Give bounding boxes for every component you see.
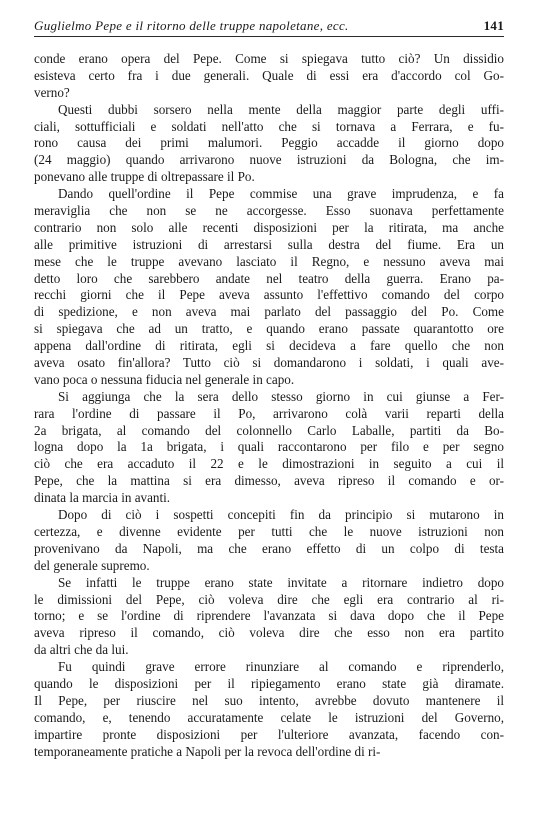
- paragraph: [34, 575, 504, 659]
- paragraph: [34, 389, 504, 507]
- text-line: esisteva certo fra i due generali. Quale di essi era d'accordo col Go-: [34, 67, 504, 83]
- text-line: aveva osato fin'allora? Tutto ciò si domandarono i soldati, i quali ave-: [34, 355, 504, 371]
- text-line: temporaneamente pratiche a Napoli per la revoca dell'ordine di ri-: [34, 743, 381, 759]
- text-line: quando le disposizioni per il ripiegamento erano state già diramate.: [34, 675, 504, 691]
- text-line: certezza, e divenne evidente per tutti che le nuove istruzioni non: [34, 523, 504, 539]
- text-line: Si aggiunga che la sera dello stesso giorno in cui giunse a Fer-: [58, 388, 504, 404]
- text-line: Questi dubbi sorsero nella mente della maggior parte degli uffi-: [58, 101, 504, 117]
- text-line: le dimissioni del Pepe, ciò voleva dire che egli era contrario al ri-: [34, 591, 504, 607]
- text-line: dinata la marcia in avanti.: [34, 490, 171, 506]
- text-line: appena dall'ordine di ritirata, egli si decideva a fare quello che non: [34, 338, 504, 354]
- text-line: alle primitive istruzioni di arrestarsi sulla destra del fiume. Era un: [34, 236, 504, 252]
- text-line: mese che le truppe avevano lasciato il Regno, e nessuno aveva mai: [34, 253, 504, 269]
- paragraph: [34, 659, 504, 760]
- text-line: aveva ripreso il comando, ciò voleva dire che esso non era partito: [34, 625, 504, 641]
- text-line: conde erano opera del Pepe. Come si spiegava tutto ciò? Un dissidio: [34, 51, 504, 66]
- text-line: contrario non solo alle recenti disposizioni per la ritirata, ma anche: [34, 219, 504, 235]
- text-line: ponevano alle truppe di oltrepassare il Po.: [34, 169, 255, 185]
- text-line: (24 maggio) quando arrivarono nuove istruzioni da Bologna, che im-: [34, 152, 504, 168]
- paragraph: [34, 186, 504, 389]
- page-number: 141: [483, 18, 504, 33]
- text-line: meraviglia che non se ne accorgesse. Esso suonava perfettamente: [34, 203, 504, 219]
- paragraph: [34, 507, 504, 575]
- body-text: [34, 51, 504, 760]
- running-head: [34, 18, 504, 37]
- text-line: di spedizione, e non aveva mai parlato del passaggio del Po. Come: [34, 304, 504, 320]
- paragraph: [34, 102, 504, 186]
- text-line: vano poca o nessuna fiducia nel generale in capo.: [34, 371, 295, 387]
- text-line: da altri che da lui.: [34, 642, 129, 658]
- text-line: provenivano da Napoli, ma che erano effetto di un colpo di testa: [34, 540, 504, 556]
- text-line: Dopo di ciò i sospetti concepiti fin da principio si mutarono in: [58, 507, 504, 523]
- text-line: recchi giorni che il Pepe aveva assunto l'effettivo comando del corpo: [34, 287, 504, 303]
- text-line: ciò che era accaduto il 22 e le dimostrazioni in seguito a cui il: [34, 456, 504, 472]
- text-line: verno?: [34, 84, 70, 100]
- text-line: Pepe, che la mattina si era dimesso, aveva ripreso il comando e or-: [34, 473, 504, 489]
- text-line: del generale supremo.: [34, 557, 150, 573]
- paragraph: [34, 51, 504, 102]
- text-line: rara l'ordine di passare il Po, arrivarono colà varii reparti della: [34, 405, 504, 421]
- text-line: 2a brigata, al comando del colonnello Carlo Laballe, partiti da Bo-: [34, 422, 504, 438]
- text-line: impartire pronte disposizioni per l'ulteriore avanzata, facendo con-: [34, 726, 504, 742]
- running-title: Guglielmo Pepe e il ritorno delle truppe napoletane, ecc.: [34, 18, 349, 33]
- text-line: ciali, sottufficiali e soldati nell'atto che si tornava a Ferrara, e fu-: [34, 118, 504, 134]
- text-line: Se infatti le truppe erano state invitate a ritornare indietro dopo: [58, 574, 504, 590]
- text-line: logna dopo la 1a brigata, i quali raccontarono per filo e per segno: [34, 439, 504, 455]
- text-line: Fu quindi grave errore rinunziare al comando e riprenderlo,: [58, 659, 504, 675]
- text-line: Dando quell'ordine il Pepe commise una grave imprudenza, e fa: [58, 186, 504, 202]
- text-line: Il Pepe, per riuscire nel suo intento, avrebbe dovuto mantenere il: [34, 692, 504, 708]
- text-line: torno; e se l'ordine di riprendere l'avanzata si dava dopo che il Pepe: [34, 608, 504, 624]
- text-line: detto loro che sarebbero andate nel teatro della guerra. Erano pa-: [34, 270, 504, 286]
- text-line: rono causa dei primi malumori. Peggio accadde il giorno dopo: [34, 135, 504, 151]
- text-line: comando, e, tenendo accuratamente celate le istruzioni del Governo,: [34, 709, 504, 725]
- text-line: si spiegava che ad un tratto, e quando erano passate quarantotto ore: [34, 321, 504, 337]
